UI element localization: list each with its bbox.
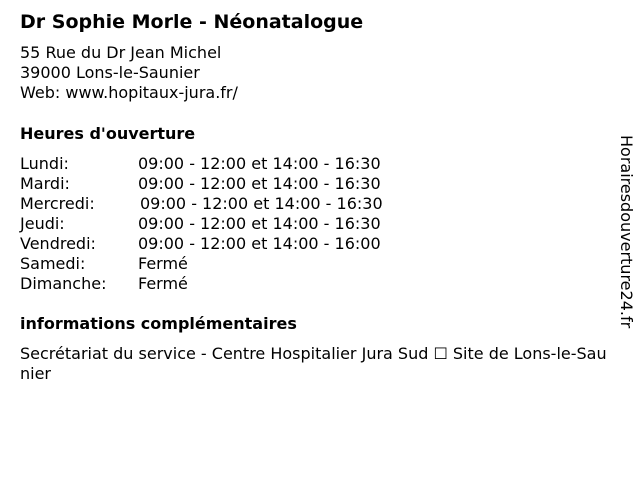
hours-day: Dimanche:	[20, 274, 107, 293]
hours-row-jeudi	[20, 214, 440, 234]
hours-time: Fermé	[138, 274, 188, 293]
hours-row-samedi	[20, 254, 440, 274]
hours-day: Samedi:	[20, 254, 86, 273]
hours-row-dimanche	[20, 274, 440, 294]
address-city: 39000 Lons-le-Saunier	[20, 63, 200, 82]
hours-day: Jeudi:	[20, 214, 65, 233]
hours-row-lundi	[20, 154, 440, 174]
hours-time: 09:00 - 12:00 et 14:00 - 16:30	[138, 174, 381, 193]
hours-time: 09:00 - 12:00 et 14:00 - 16:30	[138, 214, 381, 233]
hours-heading: Heures d'ouverture	[20, 124, 196, 143]
address-web[interactable]: Web: www.hopitaux-jura.fr/	[20, 83, 238, 102]
info-text: Secrétariat du service - Centre Hospitalier Jura Sud ☐ Site de Lons-le-Saunier	[20, 344, 607, 383]
hours-day: Mercredi:	[20, 194, 95, 213]
hours-row-mercredi	[20, 194, 440, 214]
hours-day: Lundi:	[20, 154, 69, 173]
hours-day: Vendredi:	[20, 234, 96, 253]
hours-table	[20, 154, 440, 294]
address-street: 55 Rue du Dr Jean Michel	[20, 43, 222, 62]
info-heading: informations complémentaires	[20, 314, 297, 333]
page-title: Dr Sophie Morle - Néonatalogue	[20, 11, 364, 33]
hours-row-vendredi	[20, 234, 440, 254]
hours-time: 09:00 - 12:00 et 14:00 - 16:30	[140, 194, 383, 213]
hours-day: Mardi:	[20, 174, 70, 193]
address-block	[20, 43, 238, 103]
hours-row-mardi	[20, 174, 440, 194]
hours-time: Fermé	[138, 254, 188, 273]
brand-watermark: Horairesdouverture24.fr	[617, 135, 636, 329]
hours-time: 09:00 - 12:00 et 14:00 - 16:30	[138, 154, 381, 173]
hours-time: 09:00 - 12:00 et 14:00 - 16:00	[138, 234, 381, 253]
